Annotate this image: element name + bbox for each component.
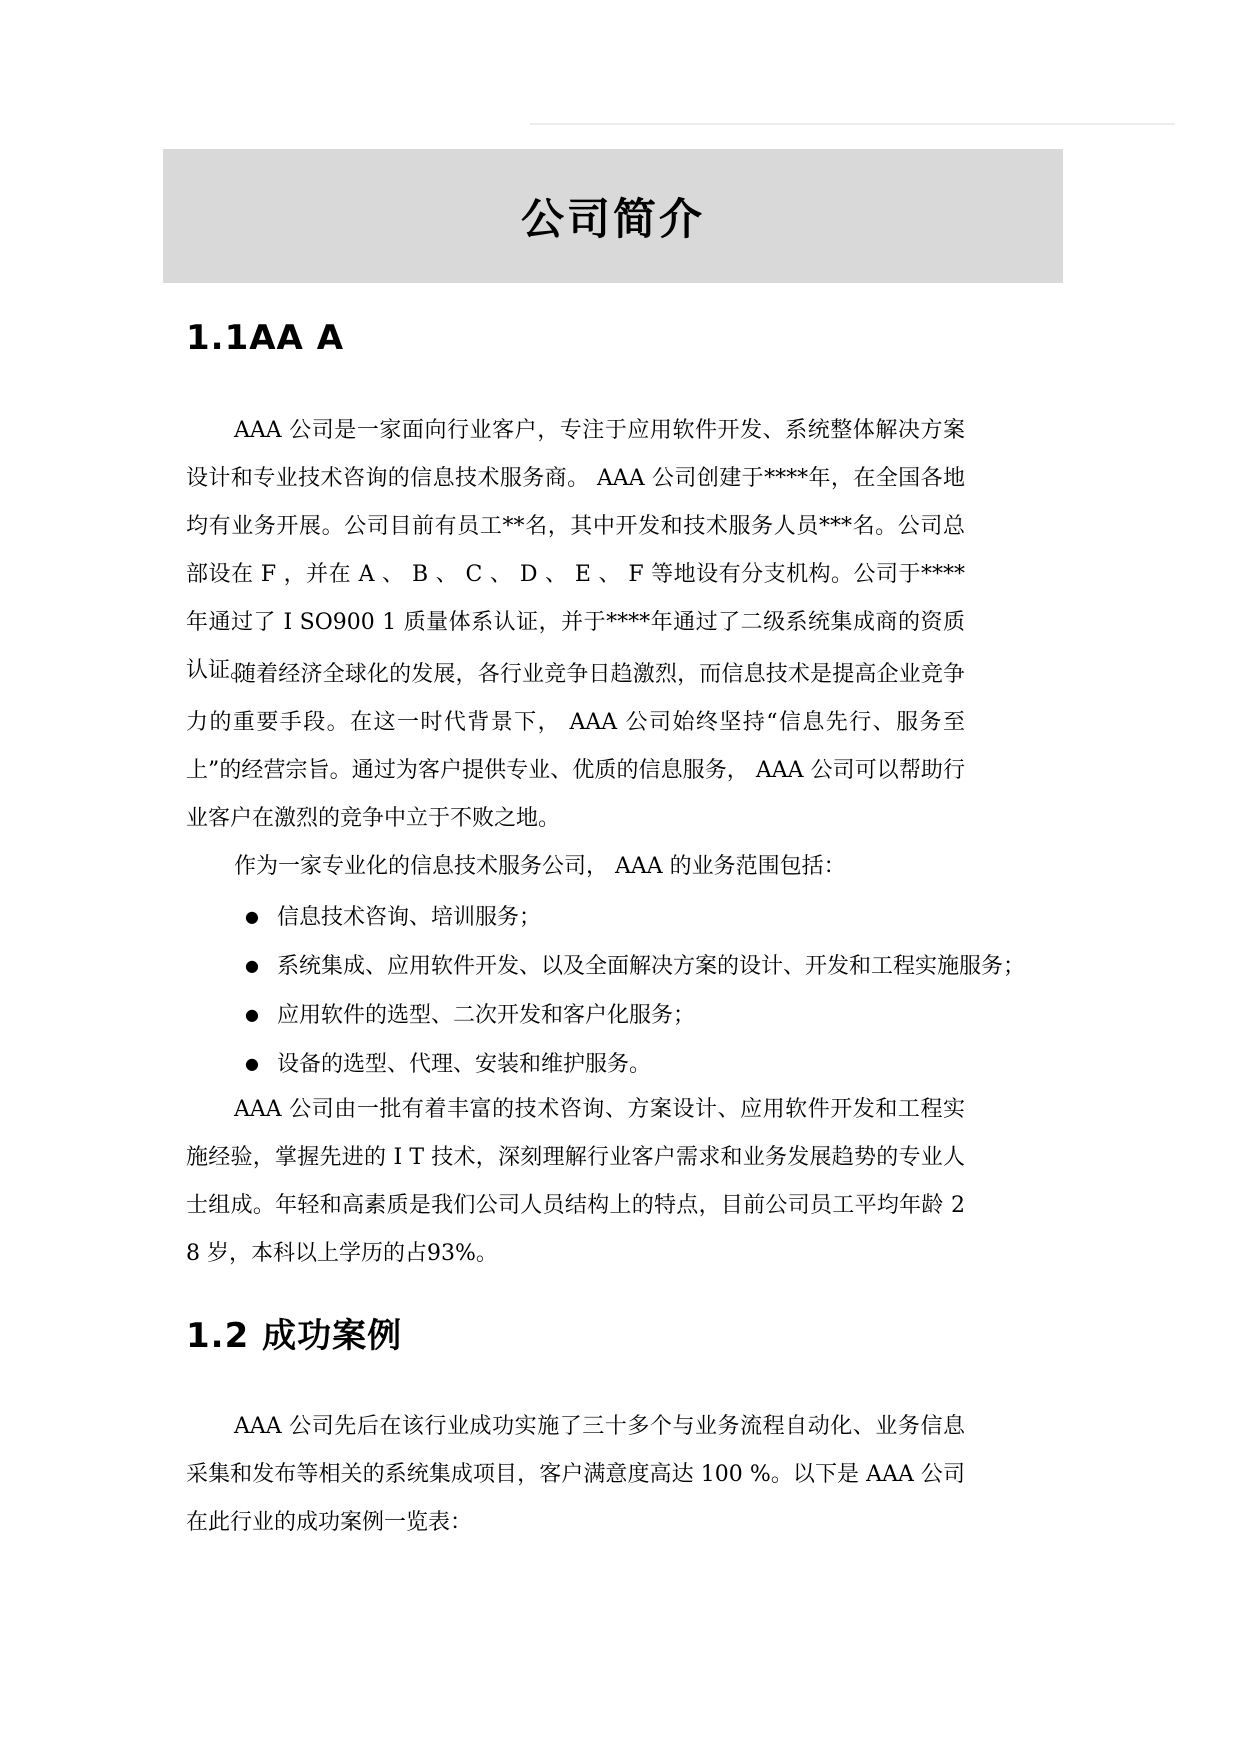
list-item	[245, 991, 1025, 1040]
list-item-text: 设备的选型、代理、安装和维护服务。	[277, 1052, 652, 1077]
section-1-paragraph-1: AAA 公司是一家面向行业客户，专注于应用软件开发、系统整体解决方案设计和专业技术咨询的信息技术服务商。 AAA 公司创建于****年，在全国各地均有业务开展。公司目前有员工**名，其中开发和技术服务人员***名。公司总部设在 F ，并在 A 、 B 、 C 、 D 、 E 、 F 等地设有分支机构。公司于****年通过了 I SO900 1 质量体系认证，并于****年通过了二级系统集成商的资质认证。	[186, 418, 965, 683]
chapter-title: 公司简介	[521, 194, 705, 245]
section-1-heading: 1.1AA A	[186, 318, 345, 358]
section-2-heading: 1.2 成功案例	[186, 1316, 403, 1356]
list-item	[245, 1040, 1025, 1089]
business-scope-list	[245, 893, 1025, 1089]
list-item-text: 系统集成、应用软件开发、以及全面解决方案的设计、开发和工程实施服务；	[277, 954, 1026, 979]
section-2-paragraph-1: AAA 公司先后在该行业成功实施了三十多个与业务流程自动化、业务信息采集和发布等相关的系统集成项目，客户满意度高达 100 %。以下是 AAA 公司在此行业的成功案例一览表：	[186, 1414, 965, 1535]
section-1-paragraph-3: 作为一家专业化的信息技术服务公司， AAA 的业务范围包括：	[234, 854, 846, 879]
list-item	[245, 893, 1025, 942]
list-item-text: 信息技术咨询、培训服务；	[277, 905, 542, 930]
bullet-icon: ●	[245, 956, 259, 975]
list-item	[245, 942, 1025, 991]
list-item-text: 应用软件的选型、二次开发和客户化服务；	[277, 1003, 696, 1028]
bullet-icon: ●	[245, 1005, 259, 1024]
bullet-icon: ●	[245, 1054, 259, 1073]
section-1-paragraph-2: 随着经济全球化的发展，各行业竞争日趋激烈，而信息技术是提高企业竞争力的重要手段。在这一时代背景下， AAA 公司始终坚持“信息先行、服务至上”的经营宗旨。通过为客户提供专业、优质的信息服务， AAA 公司可以帮助行业客户在激烈的竞争中立于不败之地。	[186, 662, 965, 831]
header-rule	[530, 123, 1175, 125]
bullet-icon: ●	[245, 907, 259, 926]
chapter-banner	[163, 149, 1063, 283]
section-1-paragraph-4: AAA 公司由一批有着丰富的技术咨询、方案设计、应用软件开发和工程实施经验，掌握先进的 I T 技术，深刻理解行业客户需求和业务发展趋势的专业人士组成。年轻和高素质是我们公司人员结构上的特点，目前公司员工平均年龄 2 8 岁，本科以上学历的占93%。	[186, 1097, 965, 1266]
